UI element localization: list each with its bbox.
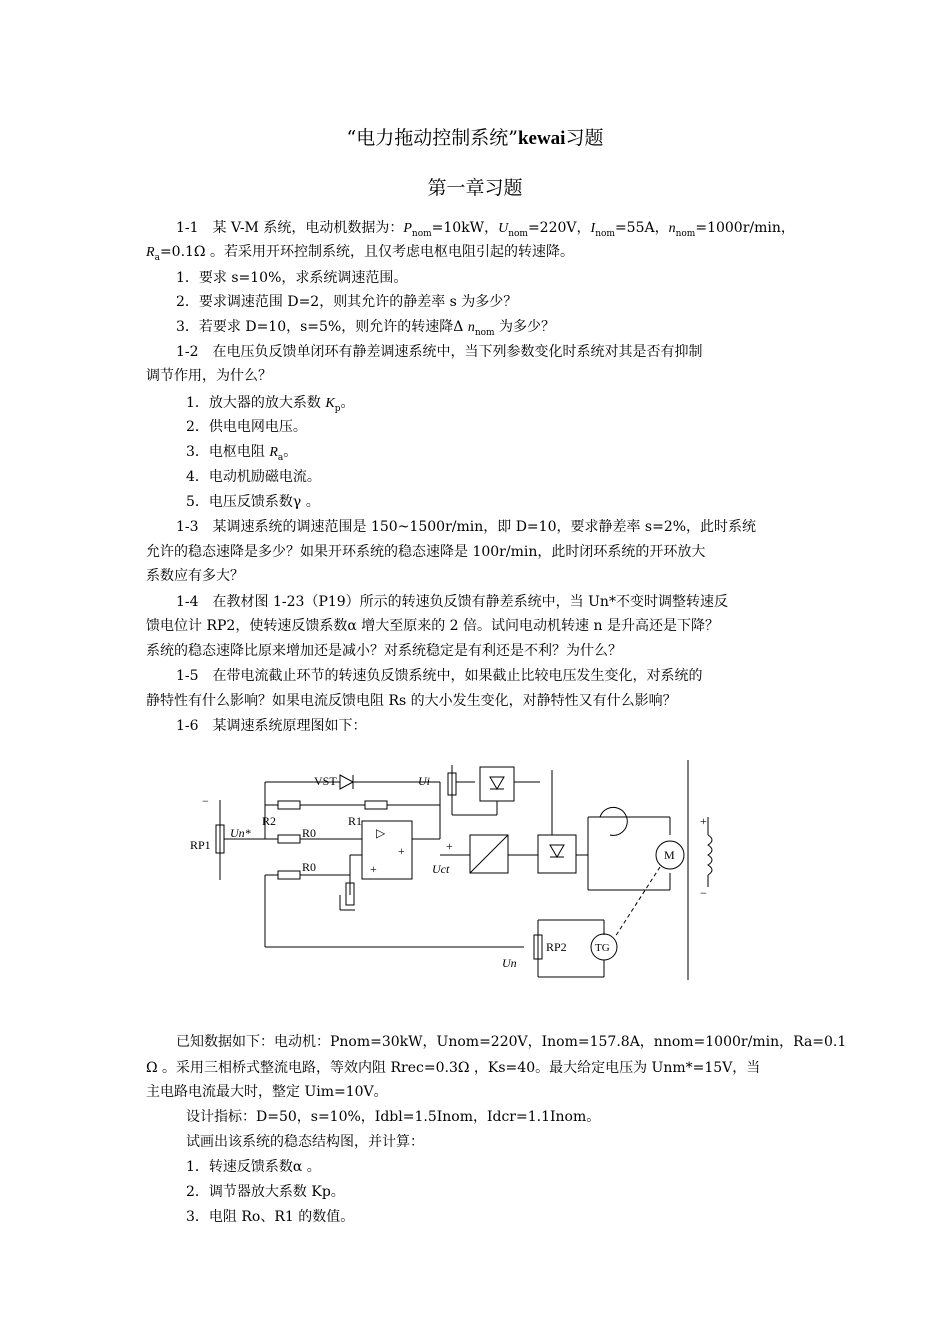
ui-label: Ui (418, 774, 430, 788)
problem-1-4-line-3: 系统的稳态速降比原来增加还是减小？对系统稳定是有利还是不利？为什么？ (146, 643, 622, 659)
problem-1-5-line-2: 静特性有什么影响？如果电流反馈电阻 Rs 的大小发生变化，对静特性又有什么影响？ (146, 693, 677, 709)
design-spec-line: 设计指标：D=50，s=10%，Idbl=1.5Inom，Idcr=1.1Inom。 (186, 1109, 601, 1125)
r0-label-1: R0 (302, 826, 317, 840)
task-item-1: 1．转速反馈系数α 。 (186, 1159, 321, 1175)
motor-label: M (664, 848, 675, 862)
un-star-label: Un* (230, 826, 251, 840)
problem-1-1-q1: 1．要求 s=10%，求系统调速范围。 (176, 270, 408, 286)
given-data-line-1: 已知数据如下：电动机：Pnom=30kW，Unom=220V，Inom=157.8A，nnom=1000r/min，Ra=0.1 (176, 1034, 847, 1050)
problem-1-3-line-1: 1-3 某调速系统的调速范围是 150~1500r/min，即 D=10，要求静差率 s=2%，此时系统 (176, 519, 757, 535)
vst-label: VST (314, 774, 337, 788)
problem-1-1-q2: 2．要求调速范围 D=2，则其允许的静差率 s 为多少？ (176, 294, 518, 310)
opamp-plus-2: + (398, 844, 405, 858)
uct-label: Uct (432, 862, 450, 876)
given-data-line-2: Ω 。采用三相桥式整流电路，等效内阻 Rrec=0.3Ω ，Ks=40。最大给定电压为 Unm*=15V，当 (146, 1060, 761, 1076)
r0-label-2: R0 (302, 860, 317, 874)
rp1-label: RP1 (190, 838, 211, 852)
problem-1-1-q3: 3．若要求 D=10，s=5%，则允许的转速降Δ $n_{nom}$ 为多少？ (176, 319, 556, 338)
chapter-heading: 第一章习题 (427, 177, 523, 199)
problem-1-2-item-5: 5．电压反馈系数γ 。 (186, 494, 320, 510)
problem-1-2-item-1: 1．放大器的放大系数 $K_p$。 (186, 395, 355, 414)
minus-sign: − (202, 794, 209, 808)
uct-plus: + (446, 839, 453, 853)
problem-1-4-line-2: 馈电位计 RP2，使转速反馈系数α 增大至原来的 2 倍。试问电动机转速 n 是升高还是下降？ (146, 618, 719, 634)
task-line: 试画出该系统的稳态结构图，并计算： (186, 1134, 424, 1150)
problem-1-2-line-2: 调节作用，为什么？ (146, 368, 272, 384)
field-minus: − (700, 886, 707, 900)
problem-1-2-item-2: 2．供电电网电压。 (186, 419, 307, 435)
problem-1-6-line-1: 1-6 某调速系统原理图如下： (176, 718, 367, 734)
rp2-label: RP2 (546, 940, 567, 954)
r2-label: R2 (262, 814, 277, 828)
opamp-plus: + (370, 862, 377, 876)
problem-1-2-item-3: 3．电枢电阻 $R_a$。 (186, 444, 298, 463)
problem-1-5-line-1: 1-5 在带电流截止环节的转速负反馈系统中，如果截止比较电压发生变化，对系统的 (176, 668, 703, 684)
problem-1-4-line-1: 1-4 在教材图 1-23（P19）所示的转速负反馈有静差系统中，当 Un*不变时调整转速反 (176, 594, 728, 610)
problem-1-2-line-1: 1-2 在电压负反馈单闭环有静差调速系统中，当下列参数变化时系统对其是否有抑制 (176, 344, 703, 360)
task-item-2: 2．调节器放大系数 Kp。 (186, 1184, 345, 1200)
problem-1-1-line-2: $R_a=0.1\Omega$ 。若采用开环控制系统，且仅考虑电枢电阻引起的转速降。 (146, 244, 574, 263)
tachometer-label: TG (595, 942, 610, 954)
un-label: Un (502, 956, 517, 970)
given-data-line-3: 主电路电流最大时，整定 Uim=10V。 (146, 1084, 388, 1100)
speed-control-circuit-diagram (190, 755, 730, 995)
opamp-symbol: ▷ (376, 826, 386, 840)
field-plus: + (700, 814, 707, 828)
document-title: “电力拖动控制系统”kewai习题 (346, 127, 604, 149)
problem-1-3-line-2: 允许的稳态速降是多少？如果开环系统的稳态速降是 100r/min，此时闭环系统的开环放大 (146, 544, 706, 560)
problem-1-2-item-4: 4．电动机励磁电流。 (186, 469, 321, 485)
task-item-3: 3．电阻 Ro、R1 的数值。 (186, 1209, 355, 1225)
problem-1-3-line-3: 系数应有多大？ (146, 568, 244, 584)
r1-label: R1 (348, 814, 363, 828)
problem-1-1-line-1: 1-1 某 V-M 系统，电动机数据为：$P_{nom}=10kW$，$U_{nom}=220V$，$I_{nom}=55A$，$n_{nom}=1000r/\min$， (176, 220, 795, 239)
